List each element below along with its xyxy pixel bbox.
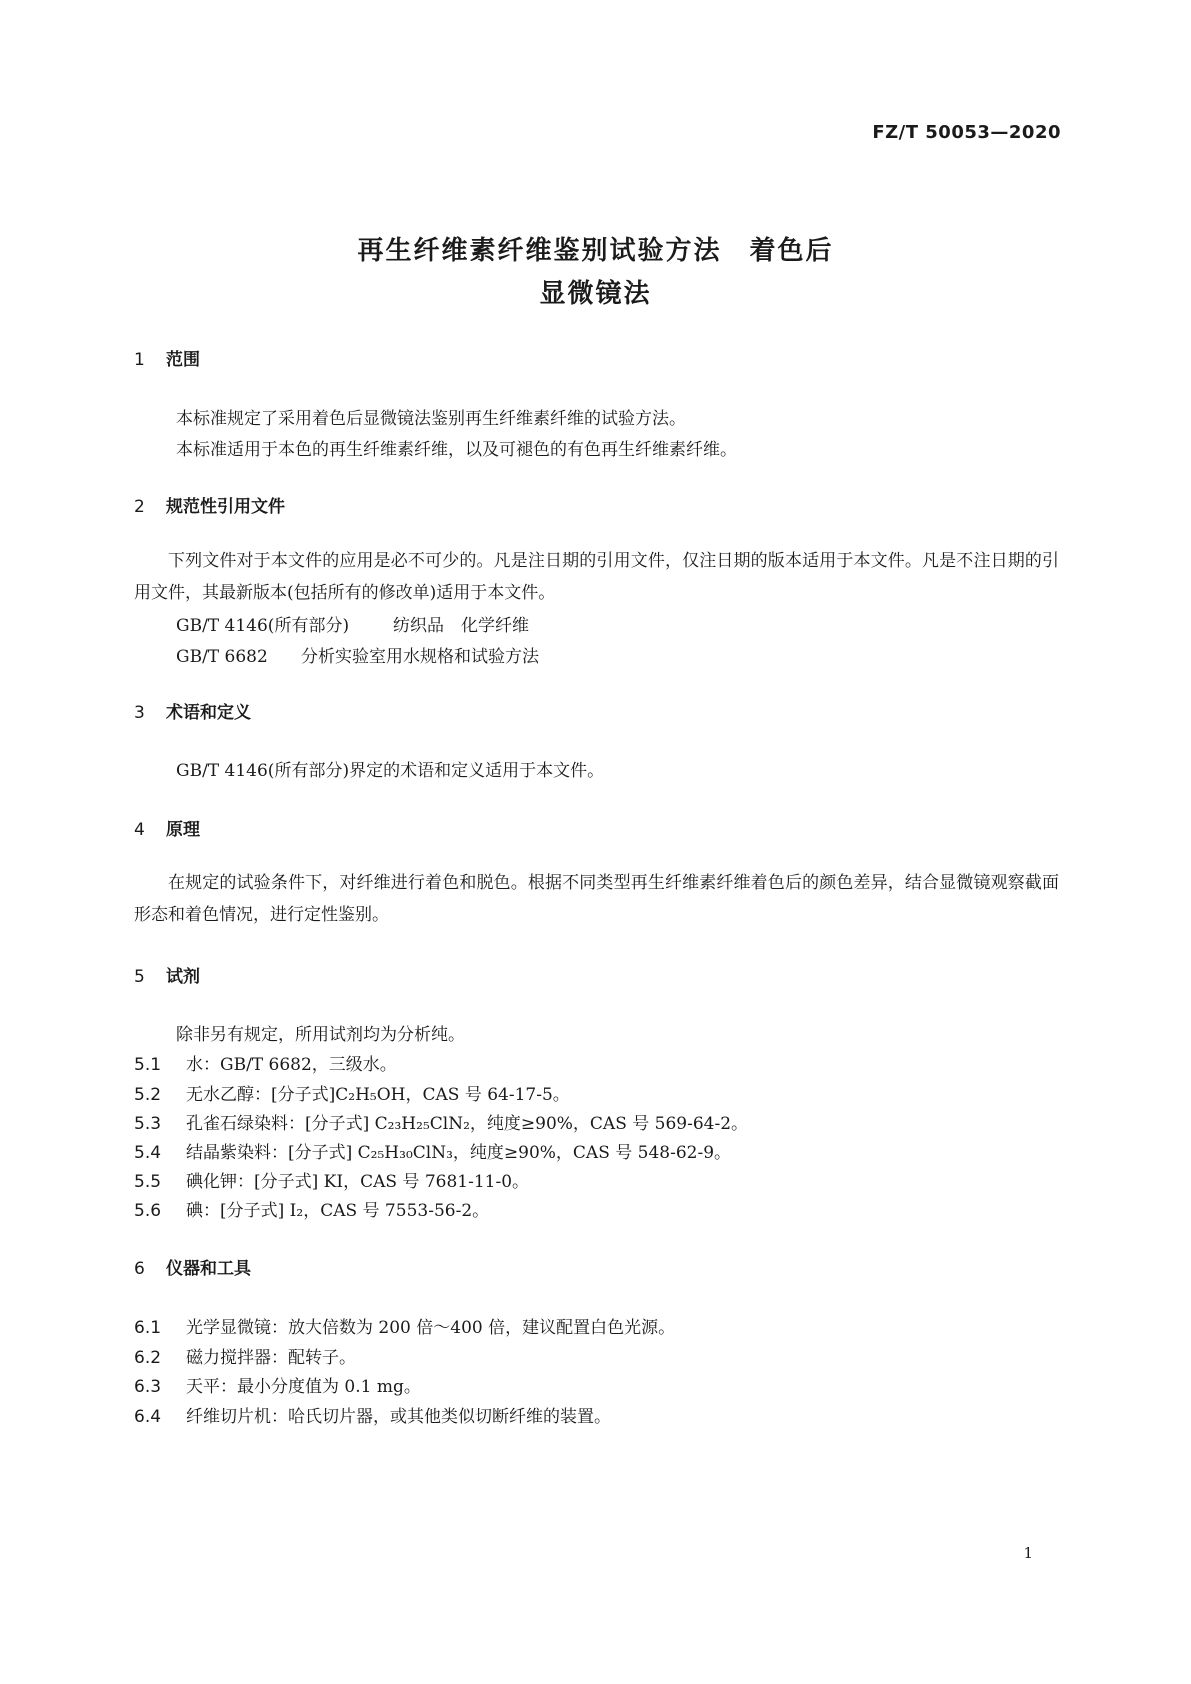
section-heading-6	[134, 1254, 251, 1279]
item-number: 5.4	[134, 1143, 162, 1163]
item-number: 5.6	[134, 1201, 162, 1221]
list-item	[134, 1196, 489, 1221]
reference-name: 分析实验室用水规格和试验方法	[301, 647, 539, 667]
list-item	[134, 1138, 731, 1163]
section-number: 1	[134, 350, 145, 370]
section-heading-2	[134, 492, 285, 517]
section-title: 原理	[166, 820, 200, 840]
scope-paragraph-1: 本标准规定了采用着色后显微镜法鉴别再生纤维素纤维的试验方法。	[176, 409, 686, 429]
section-title: 规范性引用文件	[166, 497, 285, 517]
reference-code: GB/T 6682	[176, 647, 268, 667]
reference-item	[176, 642, 539, 667]
section-heading-4	[134, 815, 200, 840]
principle-paragraph: 在规定的试验条件下，对纤维进行着色和脱色。根据不同类型再生纤维素纤维着色后的颜色差异，结合显微镜观察截面形态和着色情况，进行定性鉴别。	[134, 873, 1059, 925]
item-number: 6.3	[134, 1377, 162, 1397]
item-number: 5.5	[134, 1172, 162, 1192]
standard-code: FZ/T 50053—2020	[872, 122, 1061, 143]
reference-code: GB/T 4146(所有部分)	[176, 616, 350, 636]
item-number: 6.4	[134, 1407, 162, 1427]
section-heading-3	[134, 698, 251, 723]
item-text: 碘化钾：[分子式] KI，CAS 号 7681-11-0。	[186, 1172, 530, 1192]
scope-paragraph-2: 本标准适用于本色的再生纤维素纤维，以及可褪色的有色再生纤维素纤维。	[176, 440, 737, 460]
item-text: 天平：最小分度值为 0.1 mg。	[186, 1377, 421, 1397]
reference-item	[176, 611, 529, 636]
item-number: 6.2	[134, 1348, 162, 1368]
section-title: 术语和定义	[166, 703, 251, 723]
list-item	[134, 1167, 529, 1192]
item-number: 5.3	[134, 1114, 162, 1134]
section-number: 2	[134, 497, 145, 517]
item-number: 5.2	[134, 1085, 162, 1105]
section-title: 试剂	[166, 967, 200, 987]
normative-references-paragraph: 下列文件对于本文件的应用是必不可少的。凡是注日期的引用文件，仅注日期的版本适用于本文件。凡是不注日期的引用文件，其最新版本(包括所有的修改单)适用于本文件。	[134, 551, 1059, 603]
section-number: 4	[134, 820, 145, 840]
reference-name: 纺织品 化学纤维	[393, 616, 529, 636]
page-number: 1	[1023, 1544, 1033, 1562]
item-text: 纤维切片机：哈氏切片器，或其他类似切断纤维的装置。	[186, 1407, 611, 1427]
section-heading-1	[134, 345, 200, 370]
list-item	[134, 1372, 421, 1397]
terms-paragraph: GB/T 4146(所有部分)界定的术语和定义适用于本文件。	[176, 761, 605, 781]
item-text: 孔雀石绿染料：[分子式] C₂₃H₂₅ClN₂，纯度≥90%，CAS 号 569-64-2。	[186, 1114, 749, 1134]
reagents-intro: 除非另有规定，所用试剂均为分析纯。	[176, 1025, 465, 1045]
section-number: 3	[134, 703, 145, 723]
section-title: 仪器和工具	[166, 1259, 251, 1279]
item-text: 结晶紫染料：[分子式] C₂₅H₃₀ClN₃，纯度≥90%，CAS 号 548-62-9。	[186, 1143, 732, 1163]
item-number: 5.1	[134, 1055, 162, 1075]
list-item	[134, 1080, 570, 1105]
list-item	[134, 1343, 356, 1368]
list-item	[134, 1050, 397, 1075]
item-text: 光学显微镜：放大倍数为 200 倍～400 倍，建议配置白色光源。	[186, 1318, 676, 1338]
item-text: 无水乙醇：[分子式]C₂H₅OH，CAS 号 64-17-5。	[186, 1085, 570, 1105]
item-text: 水：GB/T 6682，三级水。	[186, 1055, 397, 1075]
document-title-line-2: 显微镜法	[539, 279, 652, 309]
section-heading-5	[134, 962, 200, 987]
section-number: 5	[134, 967, 145, 987]
list-item	[134, 1109, 748, 1134]
item-number: 6.1	[134, 1318, 162, 1338]
section-title: 范围	[166, 350, 200, 370]
list-item	[134, 1313, 675, 1338]
item-text: 磁力搅拌器：配转子。	[186, 1348, 356, 1368]
document-title-line-1: 再生纤维素纤维鉴别试验方法 着色后	[357, 236, 834, 266]
list-item	[134, 1402, 611, 1427]
section-number: 6	[134, 1259, 145, 1279]
item-text: 碘：[分子式] I₂，CAS 号 7553-56-2。	[186, 1201, 490, 1221]
